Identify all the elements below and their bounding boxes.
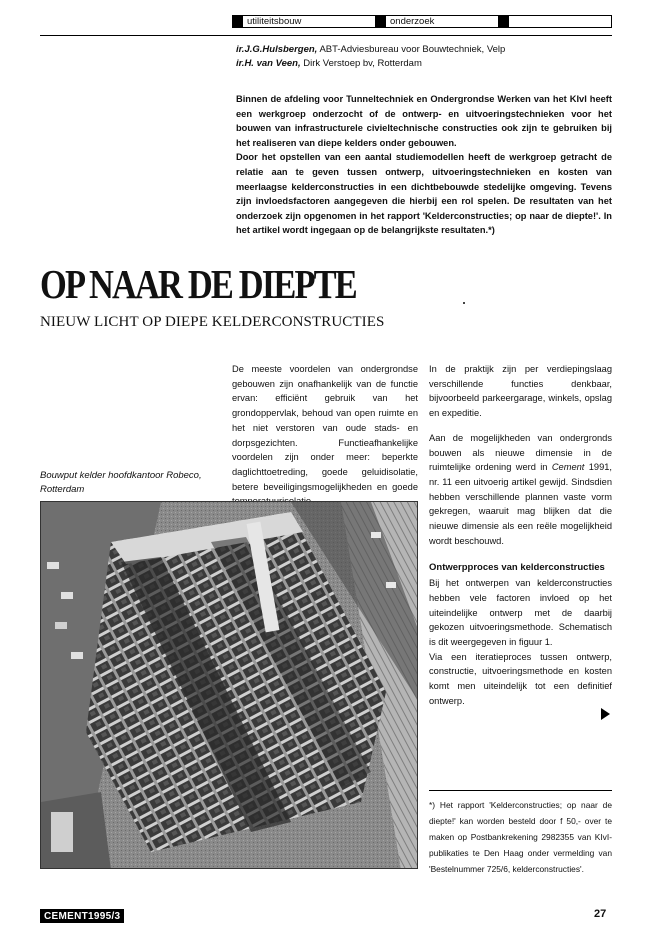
section-heading: Ontwerpproces van kelderconstructies	[429, 562, 605, 574]
footnote: *) Het rapport 'Kelderconstructies; op naar de diepte!' kan worden besteld door f 50,- over te maken op Postbankrekening 2982355 van KIvI-publikaties te Den Haag onder vermelding van 'Bestelnummer 725/6, kelderconstructies'.	[429, 800, 612, 874]
header-block	[376, 16, 386, 27]
photo-caption: Bouwput kelder hoofdkantoor Robeco, Rotterdam	[40, 470, 202, 495]
author-affiliation: ABT-Adviesbureau voor Bouwtechniek, Velp	[319, 44, 506, 55]
footnote-rule	[429, 790, 612, 791]
continue-arrow-icon	[601, 708, 610, 720]
header-block	[499, 16, 509, 27]
intro-paragraph: Binnen de afdeling voor Tunneltechniek en Ondergrondse Werken van het KIvI heeft een werkgroep onderzocht of de ontwerp- en uitvoeringstechnieken voor het bouwen van infrastructurele civieltechnische constructies ook zijn te gebruiken bij het realiseren van diepe kelders onder gebouwen.	[236, 94, 612, 148]
author-line	[236, 57, 616, 71]
body-paragraph	[429, 431, 612, 549]
header-block	[233, 16, 243, 27]
body-paragraph: Via een iteratieproces tussen ontwerp, constructie, uitvoeringsmethode en kosten komt men uiteindelijk tot een definitief ontwerp.	[429, 651, 612, 706]
text-run: 1991, nr. 11 een uitvoerig artikel gewijd. Sindsdien hebben verschillende plannen vaste vorm gekregen, waaruit mag blijken dat die nieuwe dimensie als een reële mogelijkheid wordt beschouwd.	[429, 462, 612, 546]
text-run: Aan de mogelijkheden van ondergronds bouwen als nieuwe dimensie in de ruimtelijke ordening werd in	[429, 432, 612, 473]
header-rule	[40, 35, 612, 36]
author-affiliation: Dirk Verstoep bv, Rotterdam	[303, 58, 422, 69]
body-column-1	[232, 362, 418, 519]
authors	[236, 43, 616, 71]
article-subtitle: NIEUW LICHT OP DIEPE KELDERCONSTRUCTIES	[40, 314, 385, 330]
article-title: OP NAAR DE DIEPTE	[40, 261, 356, 307]
aerial-photo-illustration	[41, 502, 418, 869]
print-speck	[463, 302, 465, 304]
intro-lead	[236, 92, 612, 238]
construction-pit-photo	[40, 501, 418, 869]
header-tag-onderzoek: onderzoek	[386, 16, 499, 27]
header-tag-utiliteitsbouw: utiliteitsbouw	[243, 16, 376, 27]
body-paragraph: In de praktijk zijn per verdiepingslaag verschillende functies denkbaar, bijvoorbeeld parkeergarage, winkels, opslag en expeditie.	[429, 364, 612, 419]
body-column-2	[429, 362, 612, 718]
journal-name: Cement	[551, 462, 585, 473]
author-name: ir.J.G.Hulsbergen,	[236, 44, 318, 55]
page-number: 27	[594, 908, 607, 920]
intro-paragraph: Door het opstellen van een aantal studiemodellen heeft de werkgroep getracht de relatie aan te geven tussen ontwerp, uitvoeringstechnieken en kosten van meerlaagse kelderconstructies in een dichtbebouwde stedelijke omgeving. Tevens zijn invloedsfactoren aangegeven die hierbij een rol spelen. De resultaten van het onderzoek zijn opgenomen in het rapport 'Kelderconstructies; op naar de diepte!'. In het artikel wordt ingegaan op de belangrijkste resultaten.*)	[236, 152, 612, 236]
body-paragraph: De meeste voordelen van ondergrondse gebouwen zijn onafhankelijk van de functie ervan: efficiënt gebruik van het grondoppervlak, behoud van open ruimte en het niet verstoren van oude stads- en dorpsgezichten. Functieafhankelijke voordelen zijn onder meer: beperkte daglichttoetreding, goede geluidisolatie, betere beveiligingsmogelijkheden en goede	[232, 364, 418, 492]
section-header-bar	[232, 15, 612, 28]
journal-issue-label: CEMENT1995/3	[40, 909, 124, 923]
body-paragraph: Bij het ontwerpen van kelderconstructies hebben vele factoren invloed op het uiteindelijke ontwerp met de daarbij gekozen uitvoeringsmethode. Schematisch is dit weergegeven in figuur 1.	[429, 578, 612, 647]
author-line	[236, 43, 616, 57]
author-name: ir.H. van Veen,	[236, 58, 301, 69]
